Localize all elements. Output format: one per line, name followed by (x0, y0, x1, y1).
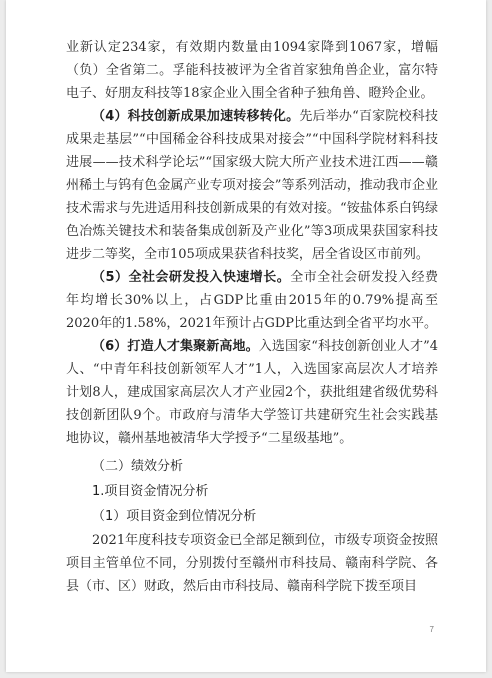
paragraph-text: 2021年度科技专项资金已全部足额到位，市级专项资金按照项目主管单位不同，分别拨付至赣州市科技局、赣南科学院、各县（市、区）财政，然后由市科技局、赣南科学院下拨至项目 (66, 533, 438, 594)
paragraph-text: 业新认定234家，有效期内数量由1094家降到1067家，增幅（负）全省第二。孚能科技被评为全省首家独角兽企业，富尔特电子、好朋友科技等18家企业入围全省种子独角兽、瞪羚企业。 (66, 40, 438, 101)
document-page (6, 0, 486, 672)
document-body (66, 36, 438, 598)
page-number: 7 (429, 625, 434, 634)
paragraph-funding (66, 529, 438, 598)
subsubsection-heading: （1）项目资金到位情况分析 (92, 509, 257, 524)
paragraph-lead: （5）全社会研发投入快速增长。 (92, 270, 291, 285)
paragraph-lead: （4）科技创新成果加速转移转化。 (92, 109, 300, 124)
paragraph-high-tech-enterprises (66, 36, 438, 105)
paragraph-text: 全市全社会研发投入经费年均增长30%以上，占GDP比重由2015年的0.79%提高至2020年的1.58%，2021年预计占GDP比重达到全省平均水平。 (66, 270, 438, 331)
paragraph-lead: （6）打造人才集聚新高地。 (92, 339, 259, 354)
paragraph-text: 先后举办“百家院校科技成果走基层”“中国稀金谷科技成果对接会”“中国科学院材料科技进展——技术科学论坛”“国家级大院大所产业技术进江西——赣州稀土与钨有色金属产业专项对接会”等系列活动，推动我市企业技术需求与先进适用科技创新成果的有效对接。“铵盐体系白钨绿色冶炼关键技术和装备集成创新及产业化”等3项成果获国家科技进步二等奖，全市105项成果获省科技奖，居全省设区市前列。 (66, 109, 438, 262)
section-heading: （二）绩效分析 (92, 459, 184, 474)
paragraph-tech-transfer (66, 105, 438, 266)
subsection-heading: 1.项目资金情况分析 (92, 484, 209, 499)
paragraph-text: 入选国家“科技创新创业人才”4人、“中青年科技创新领军人才”1人，入选国家高层次人才培养计划8人，建成国家高层次人才产业园2个，获批组建省级优势科技创新团队9个。市政府与清华大学签订共建研究生社会实践基地协议，赣州基地被清华大学授予“二星级基地”。 (66, 339, 438, 446)
paragraph-rd-investment (66, 266, 438, 335)
paragraph-talent-hub (66, 335, 438, 450)
